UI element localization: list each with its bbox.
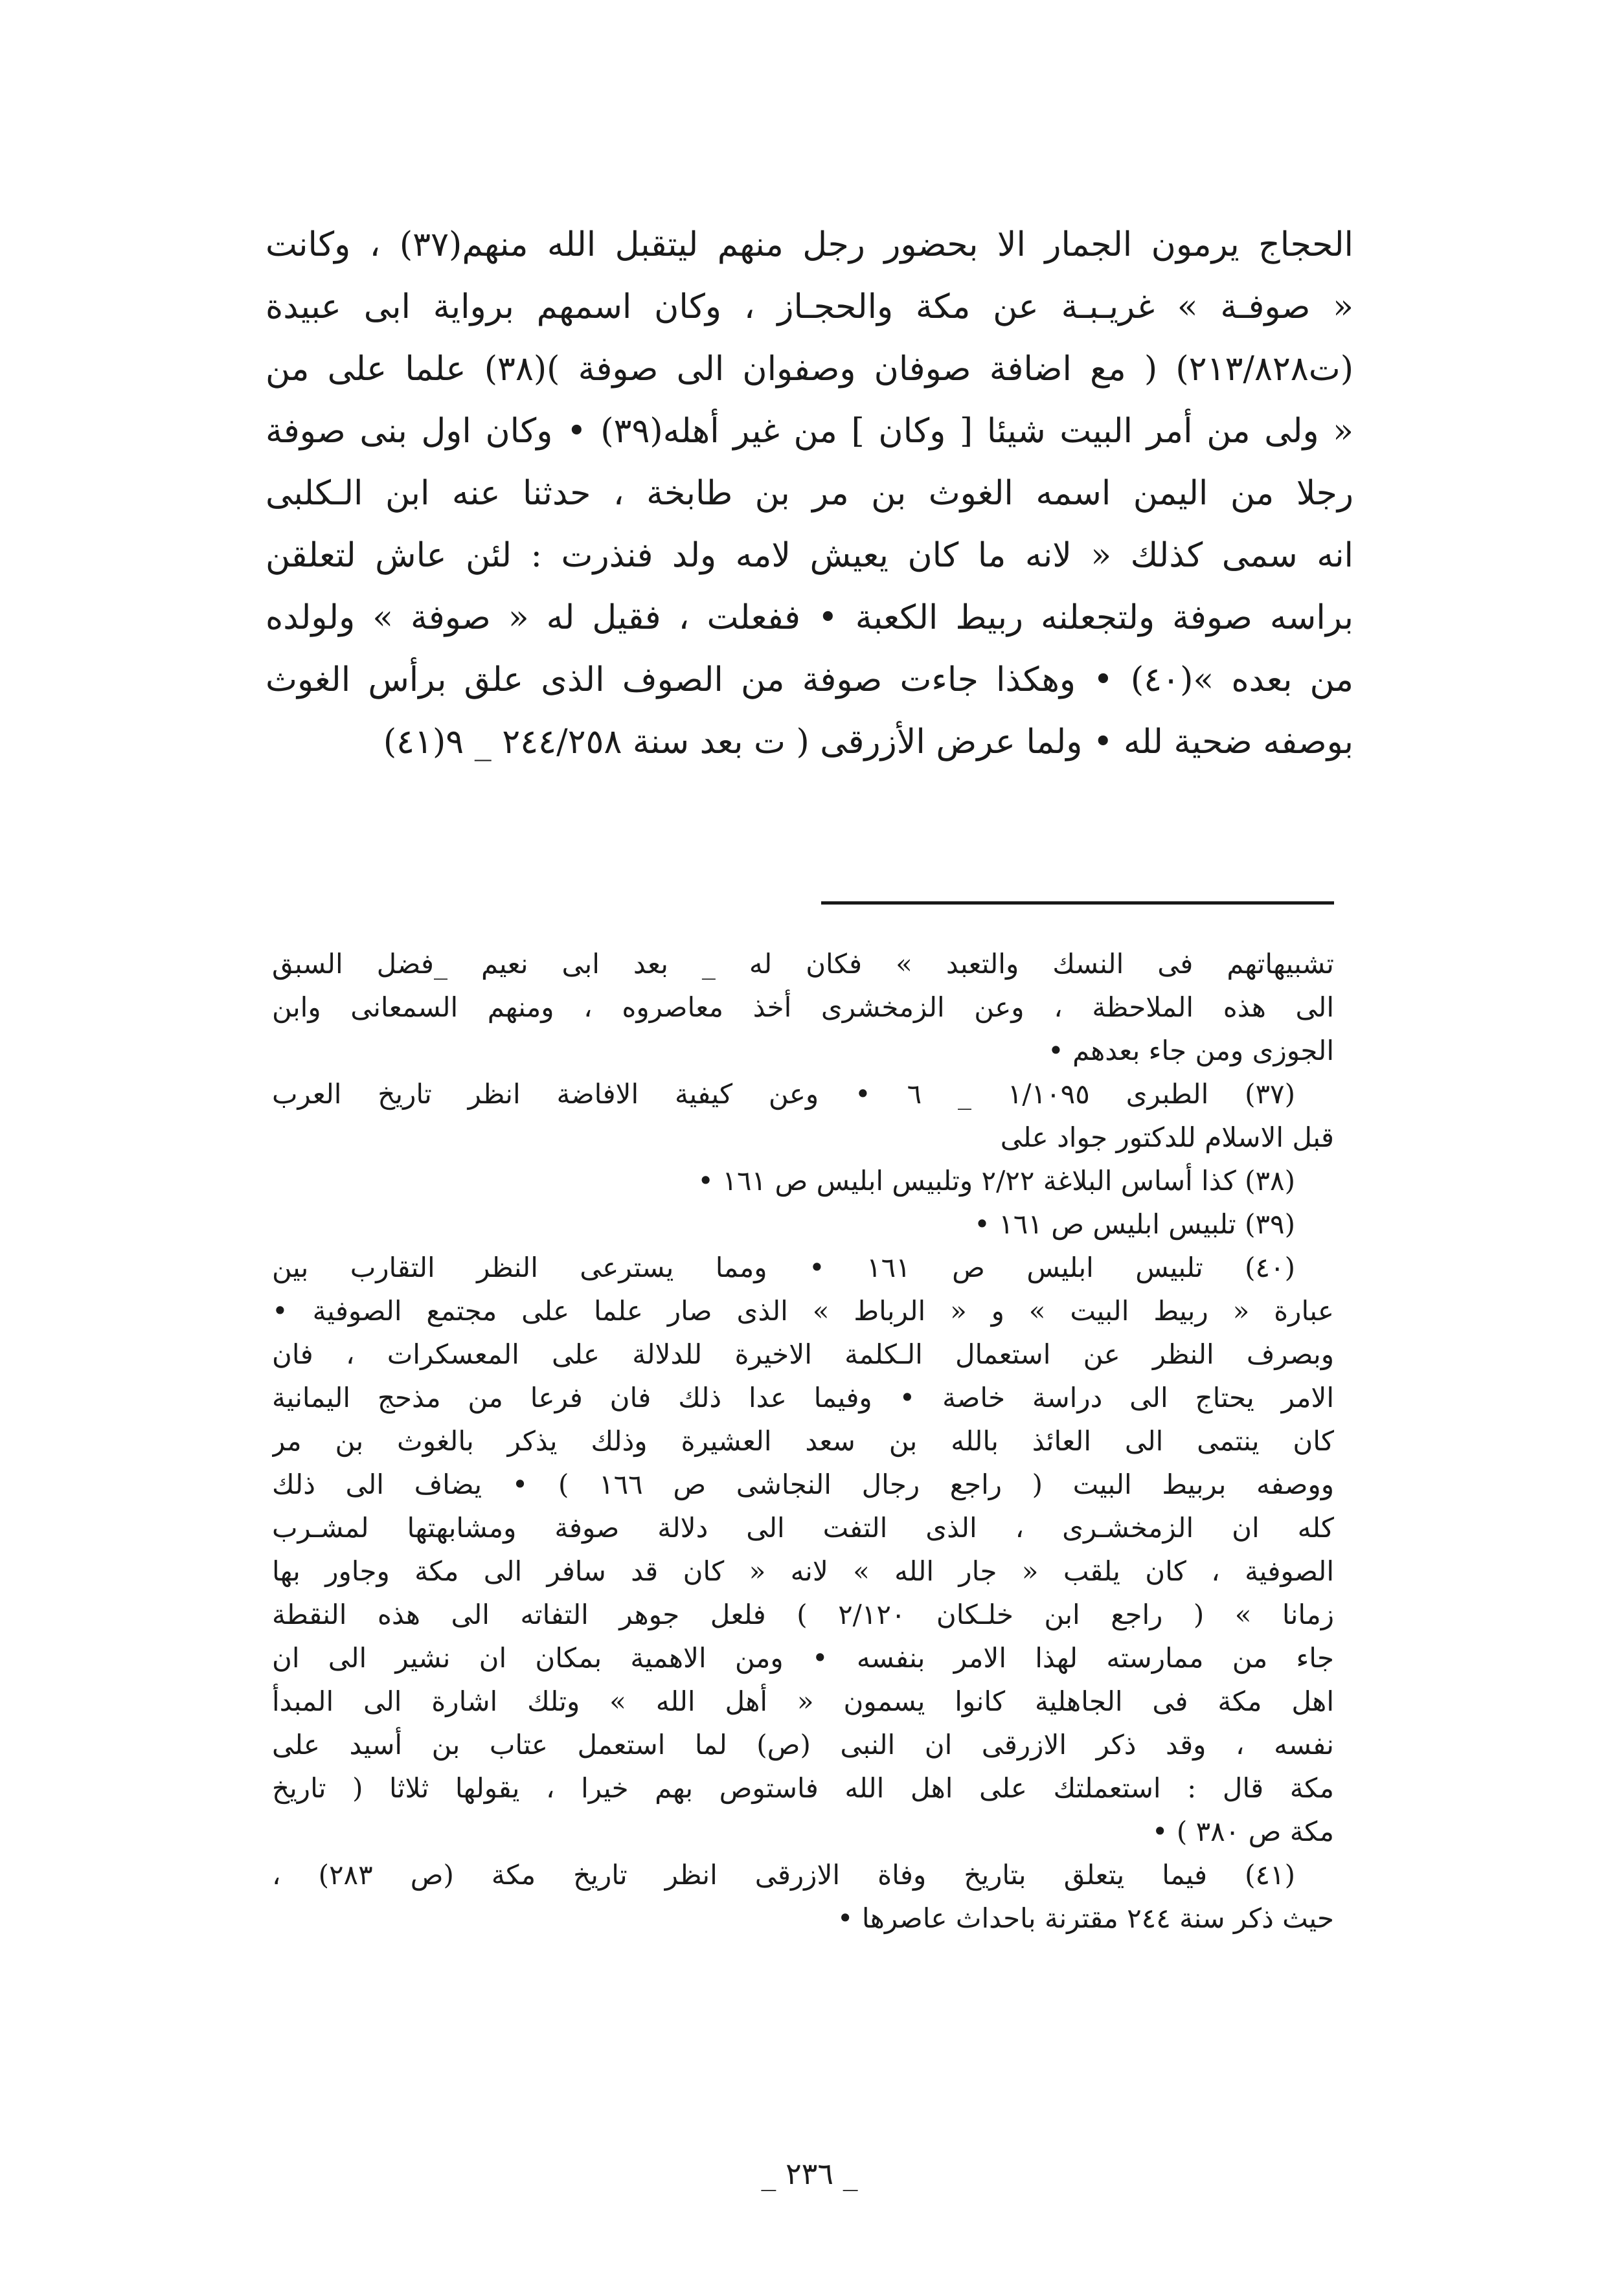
footnote-line: ووصفه بربيط البيت ( راجع رجال النجاشى ص ١٦٦ ) • يضاف الى ذلك bbox=[272, 1469, 1334, 1500]
footnote-37: (٣٧) الطبرى ١/١٠٩٥ _ ٦ • وعن كيفية الافاضة انظر تاريخ العرب bbox=[272, 1078, 1296, 1110]
main-text-block bbox=[266, 214, 1353, 773]
main-text-line: بوصفه ضحية لله • ولما عرض الأزرقى ( ت بعد سنة ٢٤٤/٢٥٨ _ ٩(٤١) bbox=[383, 723, 1353, 761]
main-text-line: انه سمى كذلك « لانه ما كان يعيش لامه ولد فنذرت : لئن عاش لتعلقن bbox=[266, 536, 1353, 575]
footnote-line: الجوزى ومن جاء بعدهم • bbox=[1048, 1035, 1334, 1066]
main-text-line: « صوفـة » غريـبـة عن مكة والحجـاز ، وكان اسمهم برواية ابى عبيدة bbox=[266, 287, 1353, 326]
footnote-40: (٤٠) تلبيس ابليس ص ١٦١ • ومما يسترعى النظر التقارب بين bbox=[272, 1252, 1295, 1283]
footnote-line: نفسه ، وقد ذكر الازرقى ان النبى (ص) لما استعمل عتاب بن أسيد على bbox=[272, 1729, 1334, 1761]
footnote-line: زمانا » ( راجع ابن خلـكان ٢/١٢٠ ) فلعل جوهر التفاته الى هذه النقطة bbox=[272, 1599, 1334, 1630]
footnote-separator bbox=[821, 901, 1334, 905]
footnote-line: الصوفية ، كان يلقب « جار الله » لانه « كان قد سافر الى مكة وجاور بها bbox=[272, 1555, 1334, 1587]
footnote-line: كله ان الزمخشـرى ، الذى التفت الى دلالة صوفة ومشابهتها لمشـرب bbox=[272, 1512, 1334, 1544]
main-text-line: « ولى من أمر البيت شيئا [ وكان ] من غير أهله(٣٩) • وكان اول بنى صوفة bbox=[266, 412, 1353, 451]
page-number: _ ٢٣٦ _ bbox=[761, 2156, 858, 2191]
footnote-line: الامر يحتاج الى دراسة خاصة • وفيما عدا ذلك فان فرعا من مذحج اليمانية bbox=[272, 1382, 1334, 1413]
footnote-line: مكة ص ٣٨٠ ) • bbox=[1151, 1816, 1334, 1847]
main-text-line: الحجاج يرمون الجمار الا بحضور رجل منهم ليتقبل الله منهم(٣٧) ، وكانت bbox=[266, 225, 1353, 264]
footnote-line: وبصرف النظر عن استعمال الـكلمة الاخيرة للدلالة على المعسكرات ، فان bbox=[272, 1338, 1334, 1370]
main-text-line: براسه صوفة ولتجعلنه ربيط الكعبة • ففعلت ، فقيل له « صوفة » ولولده bbox=[266, 598, 1353, 637]
footnote-line: اهل مكة فى الجاهلية كانوا يسمون « أهل الله » وتلك اشارة الى المبدأ bbox=[272, 1685, 1334, 1717]
footnote-38: (٣٨) كذا أساس البلاغة ٢/٢٢ وتلبيس ابليس ص ١٦١ • bbox=[697, 1165, 1295, 1197]
footnote-line: تشبيهاتهم فى النسك والتعبد » فكان له _ بعد ابى نعيم _فضل السبق bbox=[272, 948, 1334, 980]
footnote-line: كان ينتمى الى العائذ بالله بن سعد العشيرة وذلك يذكر بالغوث بن مر bbox=[272, 1425, 1334, 1457]
main-text-line: رجلا من اليمن اسمه الغوث بن مر بن طابخة ، حدثنا عنه ابن الـكلبى bbox=[266, 474, 1353, 513]
footnotes-block bbox=[272, 942, 1334, 1940]
footnote-line: الى هذه الملاحظة ، وعن الزمخشرى أخذ معاصروه ، ومنهم السمعانى وابن bbox=[272, 991, 1334, 1023]
footnote-line: جاء من ممارسته لهذا الامر بنفسه • ومن الاهمية بمكان ان نشير الى ان bbox=[272, 1642, 1334, 1674]
footnote-line: عبارة « ربيط البيت » و « الرباط » الذى صار علما على مجتمع الصوفية • bbox=[272, 1295, 1334, 1327]
footnote-line: مكة قال : استعملتك على اهل الله فاستوص بهم خيرا ، يقولها ثلاثا ( تاريخ bbox=[272, 1772, 1334, 1804]
footnote-line: قبل الاسلام للدكتور جواد على bbox=[1000, 1121, 1334, 1153]
main-text-line: (ت٢١٣/٨٢٨) ( مع اضافة صوفان وصفوان الى صوفة )(٣٨) علما على من bbox=[266, 350, 1353, 388]
footnote-line: حيث ذكر سنة ٢٤٤ مقترنة باحداث عاصرها • bbox=[837, 1902, 1334, 1934]
footnote-41: (٤١) فيما يتعلق بتاريخ وفاة الازرقى انظر تاريخ مكة (ص ٢٨٣) ، bbox=[272, 1859, 1295, 1891]
footnote-39: (٣٩) تلبيس ابليس ص ١٦١ • bbox=[974, 1208, 1295, 1240]
main-text-line: من بعده »(٤٠) • وهكذا جاءت صوفة من الصوف الذى علق برأس الغوث bbox=[266, 660, 1353, 699]
